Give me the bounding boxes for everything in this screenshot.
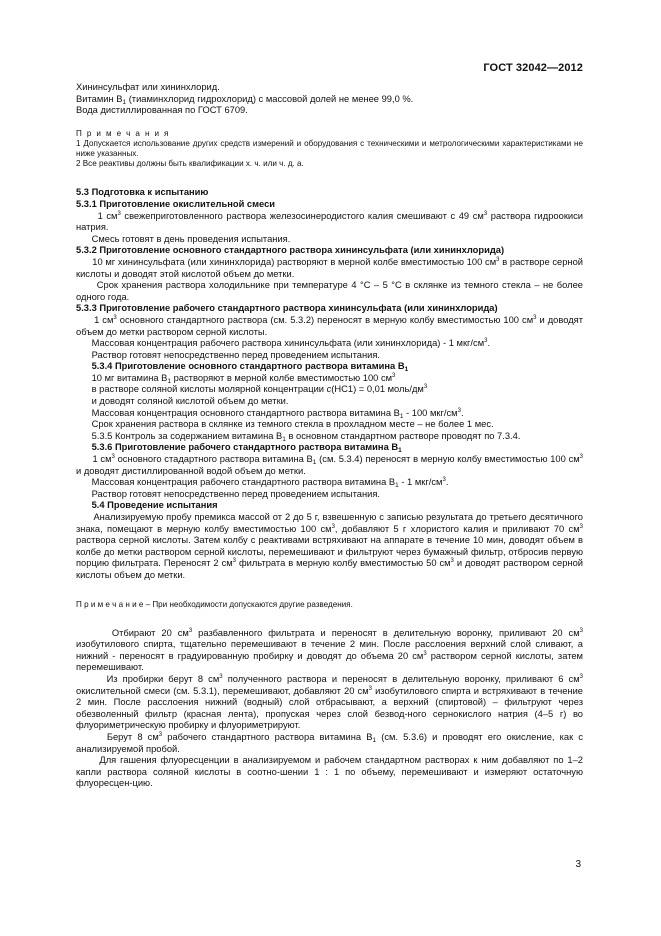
notes-heading: П р и м е ч а н и я (76, 128, 170, 138)
procedure-paragraph-4: Для гашения флуоресценции в анализируемом и рабочем стандартном растворах к ним добавляют по 1–2 капли раствора соляной кислоты в соотно-шении 1 : 1 по объему, перемешивают и измеряют остаточную флуоресцен-цию. (76, 755, 583, 789)
page-number: 3 (575, 859, 581, 870)
note-2: 2 Все реактивы должны быть квалификации х. ч. или ч. д. а. (76, 159, 304, 169)
section-5-3-6-heading: 5.3.6 Приготовление рабочего стандартного раствора витамина $В_1$ (91, 442, 402, 455)
document-body (76, 82, 583, 790)
section-5-3-1-text: 1 $см^3$ свежеприготовленного раствора железосинеродистого калия смешивают с 49 $см^3$ раствора гидроокиси натрия. (76, 210, 584, 233)
section-5-3-2-heading: 5.3.2 Приготовление основного стандартного раствора хининсульфата (или хининхлорида) (76, 245, 505, 256)
section-5-3-2-storage: Срок хранения раствора холодильнике при температуре 4 °С – 5 °С в склянке из темного стекла – не более одного года. (76, 280, 583, 302)
section-5-3-4-line-3: и доводят соляной кислотой объем до метки. (91, 396, 289, 407)
section-5-3-4-concentration: Массовая концентрация основного стандартного раствора витамина $В_1 - 100$ мкг/$см^3$. (91, 407, 464, 420)
standard-number: ГОСТ 32042—2012 (483, 62, 583, 74)
procedure-paragraph-1: Отбирают 20 $см^3$ разбавленного фильтрата и переносят в делительную воронку, приливают 20 $см^3$ изобутилового спирта, тщательно перемешивают в течение 2 мин. После расслоения верхний слой сливают, а нижний - переносят в градуированную пробирку и доводят до объема 20 $см^3$ раствором серной кислоты, затем перемешивают. (76, 627, 584, 673)
section-5-3-4-storage: Срок хранения раствора в склянке из темного стекла в прохладном месте – не более 1 мес. (91, 419, 494, 430)
section-5-3-4-heading: 5.3.4 Приготовление основного стандартного раствора витамина $В_1$ (91, 361, 409, 374)
section-5-3-4-line-1: 10 мг витамина $В_1$ растворяют в мерной колбе вместимостью 100 $см^3$ (91, 372, 396, 385)
note-1: 1 Допускается использование других средств измерений и оборудования с техническими и метрологическими характеристиками не ниже указанных. (76, 139, 583, 159)
procedure-paragraph-2: Из пробирки берут 8 $см^3$ полученного раствора и переносят в делительную воронку, приливают 6 $см^3$ окислительной смеси (см. 5.3.1), перемешивают, добавляют 20 $см^3$ изобутилового спирта и встряхивают в течение 2 мин. После расслоения нижний (водный) слой отбрасывают, а верхний (спиртовой) – фильтруют через обезволенный фильтр (красная лента), пропуская через слой безвод-ного сернокислого натрия (4–5 г) во флуориметрическую пробирку и флуориметрируют. (76, 673, 583, 731)
reagent-water: Вода дистиллированная по ГОСТ 6709. (76, 105, 248, 116)
section-5-3-1-note: Смесь готовят в день проведения испытания. (91, 233, 291, 244)
section-5-3-6-note: Раствор готовят непосредственно перед проведением испытания. (91, 488, 381, 499)
procedure-paragraph-3: Берут 8 $см^3$ рабочего стандартного раствора витамина $В_1$ (см. 5.3.6) и проводят его окисление, как с анализируемой пробой. (76, 731, 584, 754)
section-5-3-4-line-2: в растворе соляной кислоты молярной концентрации с(НС1) = 0,01 моль/$дм^3$ (91, 384, 428, 395)
section-5-3-3-concentration: Массовая концентрация рабочего раствора хининсульфата (или хининхлорида) - 1 мкг/$см^3$. (91, 338, 491, 349)
section-5-3-3-text: 1 $см^3$ основного стандартного раствора (см. 5.3.2) переносят в мерную колбу вместимостью 100 $см^3$ и доводят объем до метки раствором серной кислоты. (76, 314, 584, 337)
section-5-3-5-text: 5.3.5 Контроль за содержанием витамина $В_1$ в основном стандартном растворе проводят по 7.3.4. (91, 430, 521, 443)
section-5-3-3-heading: 5.3.3 Приготовление рабочего стандартного раствора хининсульфата (или хининхлорида) (76, 303, 498, 314)
section-5-3-3-note: Раствор готовят непосредственно перед проведением испытания. (91, 349, 381, 360)
section-5-3-6-concentration: Массовая концентрация рабочего стандартного раствора витамина $В_1 - 1$ мкг/$см^3$. (91, 477, 449, 490)
reagent-quinine: Хининсульфат или хининхлорид. (76, 82, 220, 92)
reagent-vitamin-b1: Витамин $В_1$ (тиаминхлорид гидрохлорид) с массовой долей не менее 99,0 %. (76, 93, 414, 106)
section-5-4-text: Анализируемую пробу премикса массой от 2 до 5 г, взвешенную с записью результата до третьего десятичного знака, помещают в мерную колбу вместимостью 100 $см^3$, добавляют 5 г хлористого калия и приливают 70 $см^3$ раствора серной кислоты. Затем колбу с реактивами встряхивают на аппарате в течение 10 мин, доводят объем в колбе до метки раствором серной кислоты, перемешивают и фильтруют через бумажный фильтр, отбросив первую порцию фильтрата. Переносят 2 $см^3$ фильтрата в мерную колбу вместимостью 50 $см^3$ и доводят раствором серной кислоты объем до метки. (76, 512, 583, 580)
section-5-3-1-heading: 5.3.1 Приготовление окислительной смеси (76, 198, 276, 209)
section-5-4-heading: 5.4 Проведение испытания (91, 500, 218, 511)
section-5-3-6-text: 1 $см^3$ основного стадартного раствора витамина $В_1$ (см. 5.3.4) переносят в мерную колбу вместимостью 100 $см^3$ и доводят дистиллированной водой объем до метки. (76, 454, 584, 476)
section-5-3-heading: 5.3 Подготовка к испытанию (76, 187, 209, 198)
section-5-3-2-text: 10 мг хининсульфата (или хининхлорида) растворяют в мерной колбе вместимостью 100 $см^3$ в растворе серной кислоты и доводят этой кислотой объем до метки. (76, 256, 584, 279)
dilution-note: П р и м е ч а н и е – При необходимости допускаются другие разведения. (76, 599, 353, 609)
